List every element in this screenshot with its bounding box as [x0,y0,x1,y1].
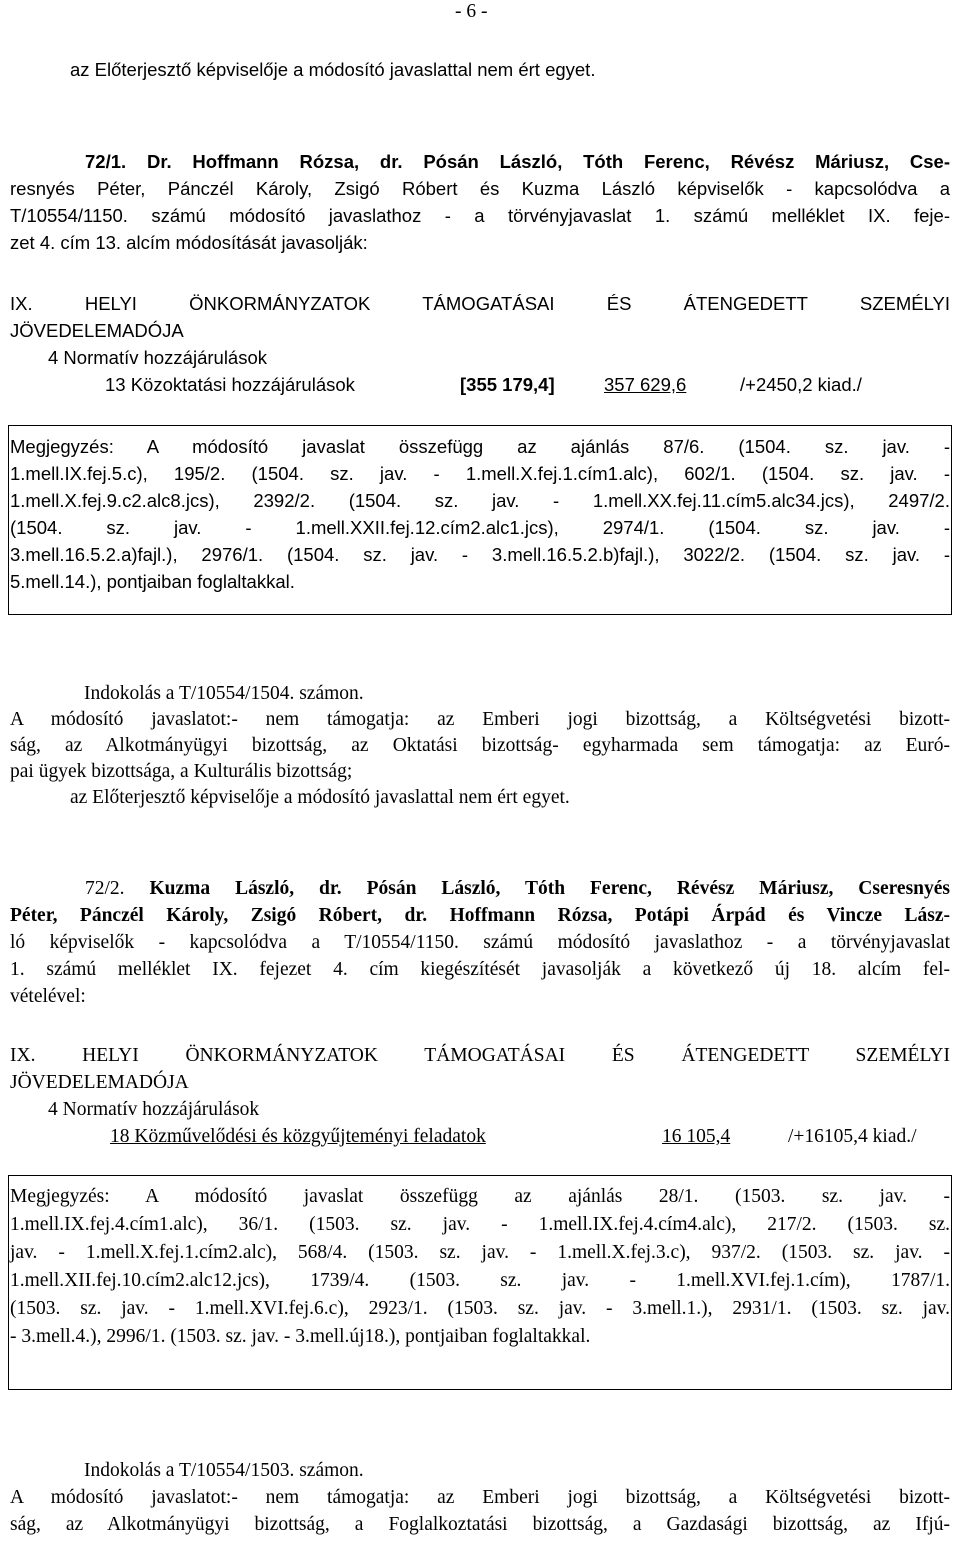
amendment-proposers: Kuzma László, dr. Pósán László, Tóth Ferenc, Révész Máriusz, Cseresnyés [149,878,951,899]
note-line: - 3.mell.4.), 2996/1. (1503. sz. jav. - 3.mell.új18.), pontjaiban foglaltakkal. [10,1326,591,1347]
budget-row-new: 357 629,6 [604,374,687,395]
note-line: (1503. sz. jav. - 1.mell.XVI.fej.6.c), 2923/1. (1503. sz. jav. - 3.mell.1.), 2931/1. (1503. sz. jav. [10,1298,950,1319]
note-line: 5.mell.14.), pontjaiban foglaltakkal. [10,571,295,592]
note-line: 1.mell.IX.fej.4.cím1.alc), 36/1. (1503. sz. jav. - 1.mell.IX.fej.4.cím4.alc), 217/2. (1503. sz. [10,1214,950,1235]
committee-line: A módosító javaslatot:- nem támogatja: az Emberi jogi bizottság, a Költségvetési bizott- [10,1487,950,1508]
committee-line: pai ügyek bizottsága, a Kulturális bizottság; [10,761,353,782]
amendment-72-2-header [10,877,950,901]
amendment-text-line: ló képviselők - kapcsolódva a T/10554/1150. számú módosító javaslathoz - a törvényjavaslat [10,932,950,953]
amendment-number: 72/1. [85,151,127,172]
amendment-72-1-header [10,150,950,174]
note-line: Megjegyzés: A módosító javaslat összefügg az ajánlás 87/6. (1504. sz. jav. - [10,436,950,457]
amendment-text-line: zet 4. cím 13. alcím módosítását javasolják: [10,232,368,253]
note-line: Megjegyzés: A módosító javaslat összefügg az ajánlás 28/1. (1503. sz. jav. - [10,1186,950,1207]
reasoning-title: Indokolás a T/10554/1504. számon. [84,683,364,704]
note-line: 1.mell.IX.fej.5.c), 195/2. (1504. sz. jav. - 1.mell.X.fej.1.cím1.alc), 602/1. (1504. sz. jav. - [10,463,950,484]
reasoning-title: Indokolás a T/10554/1503. számon. [84,1460,364,1481]
budget-row-change: /+16105,4 kiad./ [788,1126,917,1147]
subsection-heading: 4 Normatív hozzájárulások [48,1099,260,1120]
budget-row-label: 18 Közművelődési és közgyűjteményi feladatok [110,1126,486,1147]
amendment-text-line: Péter, Pánczél Károly, Zsigó Róbert, dr. Hoffmann Rózsa, Potápi Árpád és Vincze Lász- [10,905,950,926]
budget-row-new: 16 105,4 [662,1126,731,1147]
section-heading: IX. HELYI ÖNKORMÁNYZATOK TÁMOGATÁSAI ÉS ÁTENGEDETT SZEMÉLYI [10,1045,950,1066]
note-line: 1.mell.X.fej.9.c2.alc8.jcs), 2392/2. (1504. sz. jav. - 1.mell.XX.fej.11.cím5.alc34.jcs), 2497/2. [10,490,950,511]
page-number: - 6 - [455,1,488,22]
closing-statement: az Előterjesztő képviselője a módosító javaslattal nem ért egyet. [70,59,596,80]
amendment-text-line: vételével: [10,986,86,1007]
amendment-text-line: 1. számú melléklet IX. fejezet 4. cím kiegészítését javasolják a következő új 18. alcím fel- [10,959,950,980]
budget-row-label: 13 Közoktatási hozzájárulások [105,374,355,395]
note-line: 3.mell.16.5.2.a)fajl.), 2976/1. (1504. sz. jav. - 3.mell.16.5.2.b)fajl.), 3022/2. (1504. sz. jav. - [10,544,950,565]
section-heading: IX. HELYI ÖNKORMÁNYZATOK TÁMOGATÁSAI ÉS ÁTENGEDETT SZEMÉLYI [10,293,950,314]
committee-line: ság, az Alkotmányügyi bizottság, az Oktatási bizottság- egyharmada sem támogatja: az Euró- [10,735,950,756]
section-heading: JÖVEDELEMADÓJA [10,320,184,341]
amendment-number: 72/2. [85,878,125,899]
note-line: (1504. sz. jav. - 1.mell.XXII.fej.12.cím2.alc1.jcs), 2974/1. (1504. sz. jav. - [10,517,950,538]
closing-statement: az Előterjesztő képviselője a módosító javaslattal nem ért egyet. [70,787,570,808]
committee-line: A módosító javaslatot:- nem támogatja: az Emberi jogi bizottság, a Költségvetési bizott- [10,709,950,730]
amendment-proposers: Dr. Hoffmann Rózsa, dr. Pósán László, Tóth Ferenc, Révész Máriusz, Cse- [146,151,951,172]
subsection-heading: 4 Normatív hozzájárulások [48,347,268,368]
note-line: 1.mell.XII.fej.10.cím2.alc12.jcs), 1739/4. (1503. sz. jav. - 1.mell.XVI.fej.1.cím), 1787/1. [10,1270,950,1291]
committee-line: ság, az Alkotmányügyi bizottság, a Foglalkoztatási bizottság, a Gazdasági bizottság, az Ifjú- [10,1514,950,1535]
budget-row-old: [355 179,4] [460,374,555,395]
budget-row-change: /+2450,2 kiad./ [740,374,862,395]
amendment-text-line: resnyés Péter, Pánczél Károly, Zsigó Róbert és Kuzma László képviselők - kapcsolódva a [10,178,950,199]
amendment-text-line: T/10554/1150. számú módosító javaslathoz - a törvényjavaslat 1. számú melléklet IX. feje- [10,205,950,226]
section-heading: JÖVEDELEMADÓJA [10,1072,189,1093]
note-line: jav. - 1.mell.X.fej.1.cím2.alc), 568/4. (1503. sz. jav. - 1.mell.X.fej.3.c), 937/2. (1503. sz. jav. - [10,1242,950,1263]
